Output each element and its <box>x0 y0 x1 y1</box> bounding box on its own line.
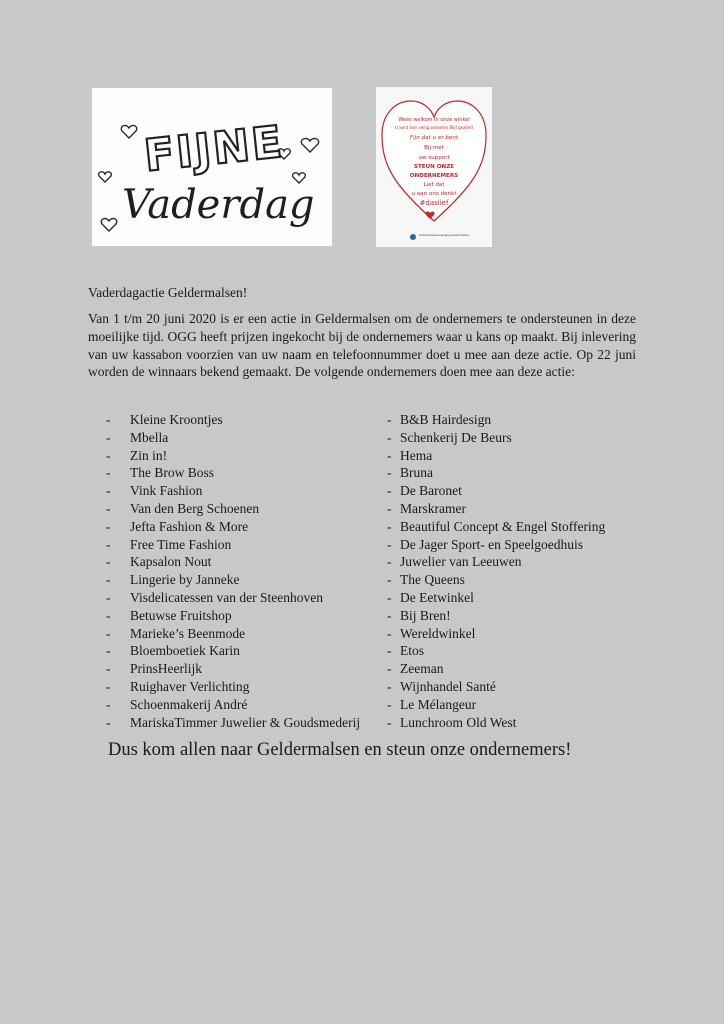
heart-line: Bij met <box>424 145 444 151</box>
list-dash: - <box>387 589 392 605</box>
heart-line: u aan ons denkt <box>411 191 457 197</box>
list-item-label: Ruighaver Verlichting <box>130 678 250 694</box>
list-dash: - <box>106 572 111 588</box>
list-dash: - <box>387 429 392 445</box>
list-item-label: B&B Hairdesign <box>400 412 492 427</box>
list-item <box>106 411 396 429</box>
list-item-label: Mbella <box>130 429 169 445</box>
list-item <box>106 660 396 678</box>
list-item-label: De Jager Sport- en Speelgoedhuis <box>400 536 583 552</box>
list-dash: - <box>106 483 111 499</box>
list-item <box>106 678 396 696</box>
page-heading: Vaderdagactie Geldermalsen! <box>88 285 248 300</box>
list-item-label: Marskramer <box>400 500 466 516</box>
list-item-label: Visdelicatessen van der Steenhoven <box>130 589 324 605</box>
list-item-label: Le Mélangeur <box>400 696 477 712</box>
list-item <box>387 536 687 554</box>
list-item <box>387 464 687 482</box>
list-item-label: Vink Fashion <box>130 483 203 499</box>
list-item <box>106 571 396 589</box>
list-item-label: Juwelier van Leeuwen <box>400 554 522 570</box>
closing-line: Dus kom allen naar Geldermalsen en steun onze ondernemers! <box>108 740 572 760</box>
list-dash: - <box>387 696 392 712</box>
list-item-label: Schenkerij De Beurs <box>400 429 512 445</box>
list-item-label: De Baronet <box>400 483 462 499</box>
list-item-label: Wijnhandel Santé <box>400 678 496 694</box>
participants-list-right <box>387 411 687 731</box>
list-item <box>106 553 396 571</box>
fijne-vaderdag-image <box>92 88 332 246</box>
list-item <box>387 589 687 607</box>
list-dash: - <box>106 412 111 427</box>
list-dash: - <box>106 607 111 623</box>
list-item <box>387 642 687 660</box>
intro-paragraph: Van 1 t/m 20 juni 2020 is er een actie in Geldermalsen om de ondernemers te ondersteunen in deze moeilijke tijd. OGG heeft prijzen ingekocht bij de ondernemers waar u kans op maakt. Bij inlevering van uw kassabon voorzien van uw naam en telefoonnummer doet u mee aan deze actie. Op 22 juni worden de winnaars bekend gemaakt. De volgende ondernemers doen mee aan deze actie: <box>88 311 636 380</box>
list-item <box>387 696 687 714</box>
heart-line: STEUN ONZE <box>413 164 455 170</box>
list-item <box>106 536 396 554</box>
list-item <box>387 571 687 589</box>
list-item <box>106 447 396 465</box>
heart-line: uw support <box>418 155 450 161</box>
list-item <box>106 625 396 643</box>
heart-line: Fijn dat u er bent <box>409 135 459 141</box>
list-dash: - <box>106 589 111 605</box>
list-dash: - <box>106 714 111 730</box>
list-item-label: Jefta Fashion & More <box>130 518 249 534</box>
list-dash: - <box>387 412 392 427</box>
list-dash: - <box>387 625 392 641</box>
list-item-label: Marieke’s Beenmode <box>130 625 246 641</box>
list-item <box>106 642 396 660</box>
list-dash: - <box>106 678 111 694</box>
svg-text:U kent hier veilig winkelen B: U kent hier veilig winkelen Blijf gezond <box>395 125 473 130</box>
list-item-label: The Queens <box>400 572 465 588</box>
list-item <box>106 518 396 536</box>
list-item-label: Zeeman <box>400 661 444 677</box>
list-item-label: Etos <box>400 643 425 659</box>
list-dash: - <box>387 554 392 570</box>
list-dash: - <box>106 465 111 481</box>
list-item-label: Lunchroom Old West <box>400 714 517 730</box>
list-item <box>387 411 687 429</box>
heart-org-name: Ondernemersvereniging Geldermalsen <box>419 234 470 237</box>
list-dash: - <box>387 643 392 659</box>
list-dash: - <box>106 661 111 677</box>
list-item <box>387 553 687 571</box>
list-item <box>106 589 396 607</box>
list-dash: - <box>387 607 392 623</box>
list-item <box>387 607 687 625</box>
list-item-label: Wereldwinkel <box>400 625 476 641</box>
list-dash: - <box>106 518 111 534</box>
list-item <box>387 714 687 732</box>
list-dash: - <box>106 500 111 516</box>
list-dash: - <box>106 696 111 712</box>
heart-line: ONDERNEMERS <box>409 173 459 179</box>
list-item <box>387 518 687 536</box>
list-dash: - <box>387 572 392 588</box>
list-dash: - <box>387 500 392 516</box>
list-item <box>106 500 396 518</box>
list-dash: - <box>387 518 392 534</box>
list-item-label: Betuwse Fruitshop <box>130 607 232 623</box>
list-item-label: Beautiful Concept & Engel Stoffering <box>400 518 606 534</box>
heart-line: #daslief <box>419 199 449 207</box>
heart-line: Lief dat <box>423 182 445 188</box>
list-item-label: The Brow Boss <box>130 465 214 481</box>
list-dash: - <box>106 429 111 445</box>
list-item <box>387 500 687 518</box>
list-item <box>387 678 687 696</box>
list-dash: - <box>387 536 392 552</box>
list-item-label: Zin in! <box>130 447 168 463</box>
heart-poster-image <box>376 87 492 247</box>
vaderdag-word-art: Vaderdag <box>122 182 315 228</box>
list-item-label: Kleine Kroontjes <box>130 412 223 427</box>
list-item-label: Bloemboetiek Karin <box>130 643 240 659</box>
list-item <box>387 625 687 643</box>
list-item <box>387 447 687 465</box>
list-dash: - <box>387 661 392 677</box>
list-dash: - <box>387 465 392 481</box>
list-item <box>106 696 396 714</box>
list-item <box>387 429 687 447</box>
list-dash: - <box>106 643 111 659</box>
list-item-label: Bij Bren! <box>400 607 451 623</box>
fijne-word-art: FIJNE <box>141 116 287 182</box>
list-item <box>387 660 687 678</box>
list-item-label: PrinsHeerlijk <box>130 661 202 677</box>
list-item-label: Bruna <box>400 465 433 481</box>
list-item <box>106 429 396 447</box>
list-item-label: Lingerie by Janneke <box>130 572 240 588</box>
list-dash: - <box>106 625 111 641</box>
list-item <box>106 714 396 732</box>
list-item-label: Hema <box>400 447 433 463</box>
list-item <box>106 482 396 500</box>
list-dash: - <box>106 554 111 570</box>
list-item-label: Schoenmakerij André <box>130 696 248 712</box>
list-dash: - <box>106 536 111 552</box>
list-dash: - <box>387 678 392 694</box>
list-item <box>106 607 396 625</box>
list-item <box>106 464 396 482</box>
list-item-label: De Eetwinkel <box>400 589 474 605</box>
list-dash: - <box>387 714 392 730</box>
list-item-label: Van den Berg Schoenen <box>130 500 260 516</box>
list-dash: - <box>106 447 111 463</box>
participants-list-left <box>106 411 396 731</box>
list-item-label: MariskaTimmer Juwelier & Goudsmederij <box>130 714 361 730</box>
list-item-label: Free Time Fashion <box>130 536 232 552</box>
list-item-label: Kapsalon Nout <box>130 554 212 570</box>
list-item <box>387 482 687 500</box>
list-dash: - <box>387 447 392 463</box>
svg-text:Wees welkom in onze winkel: Wees welkom in onze winkel <box>398 117 470 123</box>
list-dash: - <box>387 483 392 499</box>
